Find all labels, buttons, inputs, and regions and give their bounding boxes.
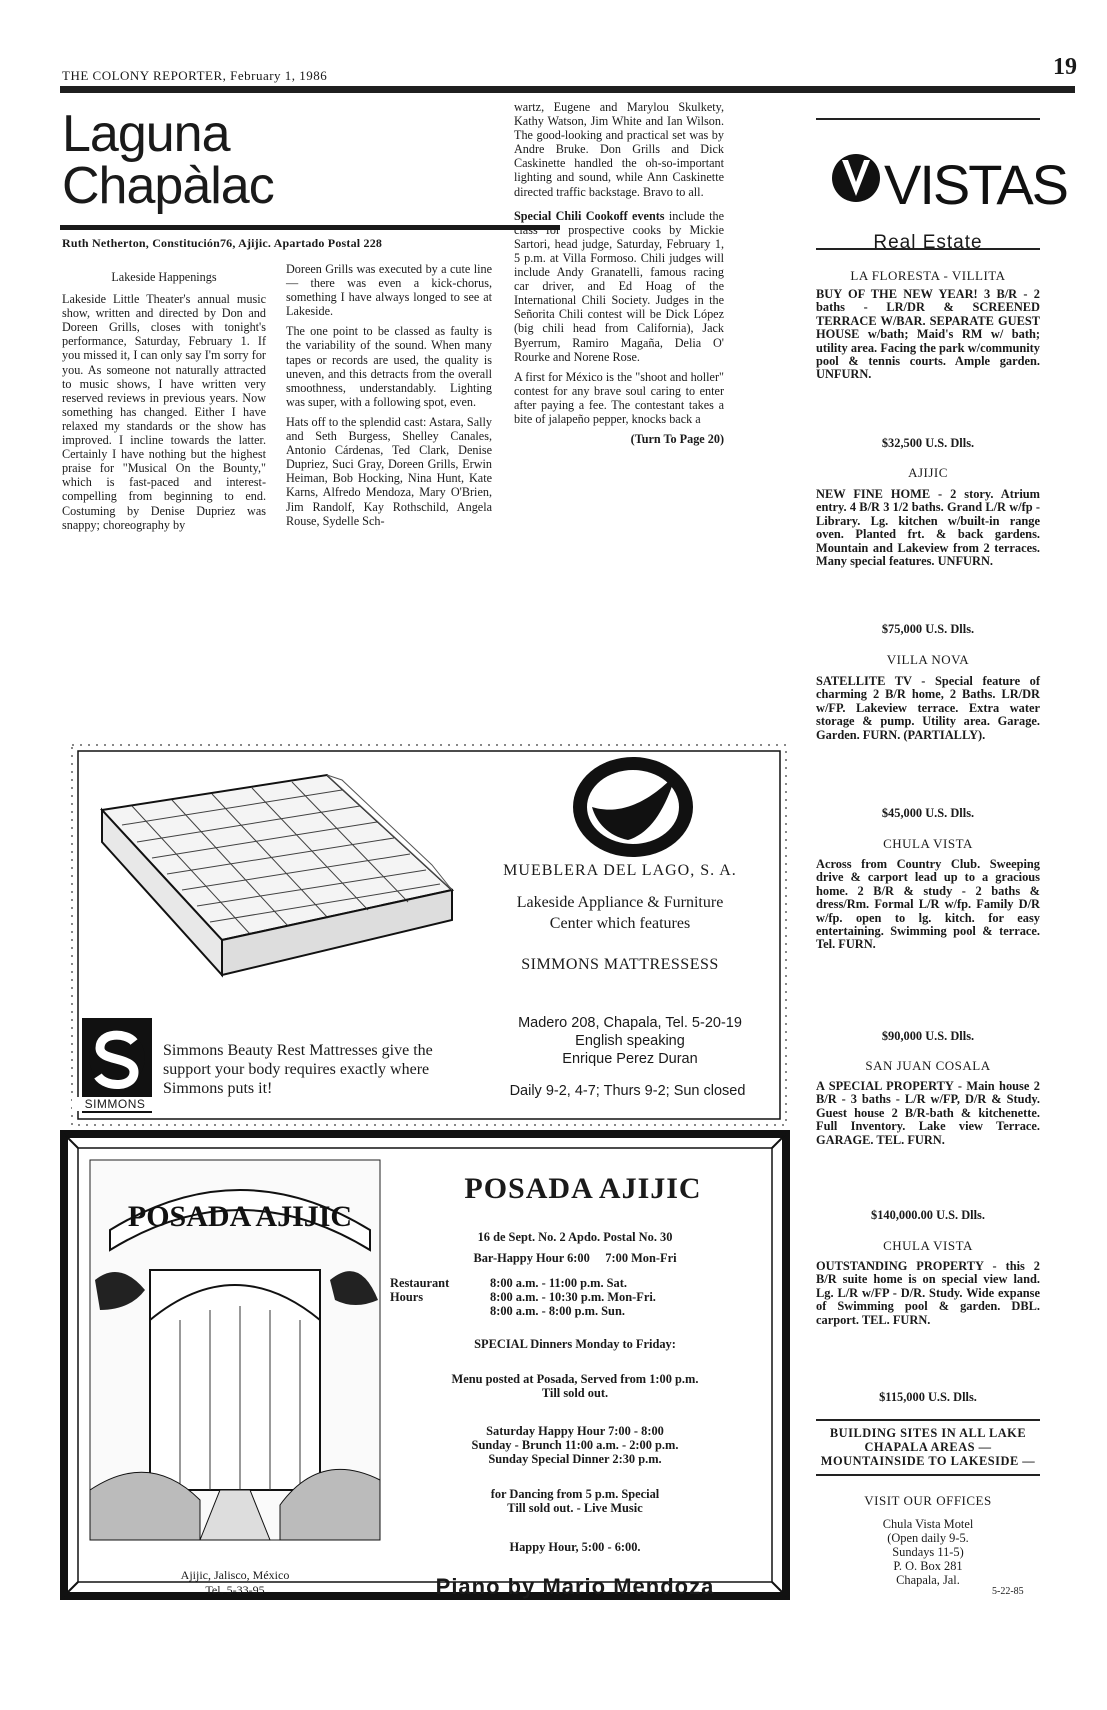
posada-menu-line: Till sold out. (541, 1386, 609, 1400)
story-heading: Lakeside Happenings (111, 270, 217, 284)
listing-body: NEW FINE HOME - 2 story. Atrium entry. 4 B/R 3 1/2 baths. Grand L/R w/fp - Library. Lg. kitchen w/built-in range oven. Planted frt. & back gardens. Mountain and Lakeview from 2 terraces. Many special features. UNFURN. (816, 487, 1040, 569)
posada-phone: Tel. 5-33-95 (205, 1583, 265, 1597)
posada-sunday-dinner: Sunday Special Dinner 2:30 p.m. (488, 1452, 662, 1466)
bar-days: 7:00 Mon-Fri (605, 1251, 677, 1265)
posada-title: POSADA AJIJIC (464, 1172, 702, 1205)
offices-line: P. O. Box 281 (893, 1559, 963, 1573)
posada-saturday: Saturday Happy Hour 7:00 - 8:00 (486, 1424, 664, 1438)
muebleria-logo-icon (568, 752, 698, 862)
title-rule (60, 225, 560, 230)
listing-body: OUTSTANDING PROPERTY - this 2 B/R suite home is on special view land. Lg. L/R w/FP - D/R. Study. Wide expanse of Swimming pool & garden. DBL. carport. TEL. FURN. (816, 1259, 1040, 1327)
simmons-tagline: Simmons Beauty Rest Mattresses give the support your body requires exactly where Simmons puts it! (163, 1042, 433, 1097)
divider (816, 1474, 1040, 1476)
listing-heading: VILLA NOVA (886, 652, 970, 667)
listing-heading: AJIJIC (908, 465, 948, 480)
store-address: Madero 208, Chapala, Tel. 5-20-19 (518, 1015, 742, 1031)
restaurant-hours-weekday: 8:00 a.m. - 10:30 p.m. Mon-Fri. (490, 1290, 656, 1304)
story-column-3 (514, 100, 724, 446)
hours-label: Hours (390, 1290, 424, 1304)
store-description-line: Lakeside Appliance & Furniture (516, 894, 724, 911)
bar-label: Bar-Happy Hour 6:00 (473, 1251, 590, 1265)
story-paragraph: Hats off to the splendid cast: Astara, Sally and Seth Burgess, Shelley Canales, Antonio Cárdenas, Ted Clark, Denise Dupriez, Suci Gray, Doreen Grills, Erwin Heiman, Bob Hocking, Nina Hunt, Kate Karns, Alfredo Mendoza, Mary O'Brien, Jim Randolf, Kay Rothschild, Angela Rouse, Sydelle Sch- (286, 414, 492, 528)
story-paragraph: A first for México is the "shoot and holler" contest for any brave soul caring to enter after paying a fee. The contestant takes a bite of jalapeño pepper, knocks back a (514, 369, 724, 426)
posada-sign-text: POSADA AJIJIC (127, 1200, 353, 1233)
offices-line: Chula Vista Motel (882, 1517, 974, 1531)
column-title-line-2: Chapàlac (62, 157, 274, 215)
posada-dancing: for Dancing from 5 p.m. Special (490, 1487, 660, 1501)
offices-info (816, 1517, 1040, 1587)
real-estate-subtitle: Real Estate (873, 232, 983, 253)
posada-gate-illustration (90, 1160, 380, 1540)
story-paragraph: Lakeside Little Theater's annual music show, written and directed by Don and Doreen Grills, closes with tonight's performance, Saturday, February 1. If you missed it, I can only say I'm sorry for you. As someone not naturally attracted to music shows, I have written very reserved reviews in previous years. Now something has changed. Either I have relaxed my standards or the show has improved. I incline towards the latter. Certainly I have nothing but the highest praise for "Musical On the Bounty," which is fast-paced and interest-compelling from beginning to end. Costuming by Denise Dupriez was snappy; choreography by (62, 292, 266, 532)
posada-happy-hour: Happy Hour, 5:00 - 6:00. (509, 1540, 641, 1554)
store-name: MUEBLERA DEL LAGO, S. A. (503, 862, 737, 879)
chili-body: include the class for prospective cooks by Mickie Sartori, head judge, Saturday, February 1, 5 p.m. at Villa Formoso. Chili judges will include Andy Granatelli, famous racing car driver, and Ed Hoag of the International Chili Society. Judges in the Señorita Chili contest will be Dick López (big chili head from California), Jack Byerrum, Ramiro Magaña, Delia O' Rourke and Norene Rose. (514, 208, 725, 364)
listing-body: A SPECIAL PROPERTY - Main house 2 B/R - 3 baths - L/R w/FP, D/R & Study. Guest house 2 B/R-bath & kitchenette. Full Inventory. Lake view Terrace. GARAGE. TEL. FURN. (816, 1079, 1040, 1147)
chili-lead: Special Chili Cookoff events (514, 208, 665, 223)
posada-caption (120, 1568, 350, 1598)
listing-heading: CHULA VISTA (883, 1238, 973, 1253)
listing-heading: SAN JUAN COSALA (865, 1058, 991, 1073)
offices-line: Sundays 11-5) (892, 1545, 964, 1559)
story-column-1 (62, 270, 266, 538)
listing-price: $90,000 U.S. Dlls. (881, 1029, 975, 1043)
posada-address: 16 de Sept. No. 2 Apdo. Postal No. 30 (477, 1230, 673, 1244)
store-description-line: Center which features (549, 915, 691, 932)
page-number: 19 (1053, 54, 1077, 80)
mattress-illustration (92, 770, 462, 1010)
story-paragraph: wartz, Eugene and Marylou Skulkety, Kathy Watson, Jim White and Ian Wilson. The good-looking and practical set was by Andre Bruke. Don Grills and Dick Caskinette handled the oh-so-important lighting and sound, while Ann Caskinette directed traffic backstage. Bravo to all. (514, 100, 724, 199)
listing-price: $32,500 U.S. Dlls. (881, 436, 975, 450)
offices-title: VISIT OUR OFFICES (864, 1493, 992, 1508)
byline: Ruth Netherton, Constitución76, Ajijic. Apartado Postal 228 (62, 236, 383, 250)
restaurant-label: Restaurant (390, 1276, 450, 1290)
building-sites: BUILDING SITES IN ALL LAKE CHAPALA AREAS — MOUNTAINSIDE TO LAKESIDE — (820, 1426, 1036, 1468)
posada-piano: Piano by Mario Mendoza (435, 1574, 715, 1599)
listing-body: Across from Country Club. Sweeping drive & carport lead up to a gracious home. 2 B/R & study - 2 baths & dress/Rm. Formal L/R w/fp. Family D/R w/fp. open to lg. kitch. for easy entertaining. Swimming pool & terrace. Tel. FURN. (816, 857, 1040, 952)
offices-line: (Open daily 9-5. (887, 1531, 969, 1545)
listing-body: BUY OF THE NEW YEAR! 3 B/R - 2 baths - LR/DR & SCREENED TERRACE W/BAR. SEPARATE GUEST HOUSE w/bath; Maid's RM w/ bath; utility area. Facing the park w/community pool & tennis courts. Ample garden. UNFURN. (816, 287, 1040, 382)
vistas-logo (826, 146, 1068, 226)
divider (816, 1419, 1040, 1421)
column-title (62, 105, 274, 215)
listing-price: $75,000 U.S. Dlls. (881, 622, 975, 636)
store-contact-person: Enrique Perez Duran (562, 1051, 698, 1067)
restaurant-hours-sat: 8:00 a.m. - 11:00 p.m. Sat. (490, 1276, 627, 1290)
store-language: English speaking (575, 1033, 685, 1049)
listing-body: SATELLITE TV - Special feature of charming 2 B/R home, 2 Baths. LR/DR w/FP. Lakeview terrace. Extra water storage & pump. Utility area. Garage. Garden. FURN. (PARTIALLY). (816, 674, 1040, 742)
offices-line: Chapala, Jal. (896, 1573, 960, 1587)
listing-price: $45,000 U.S. Dlls. (881, 806, 975, 820)
masthead-rule (60, 86, 1075, 93)
store-description (470, 892, 770, 934)
story-paragraph: Doreen Grills was executed by a cute line — there was even a kick-chorus, something I have always longed to see at Lakeside. (286, 262, 492, 319)
vistas-logo-text: VISTAS (884, 153, 1068, 216)
listing-price: $115,000 U.S. Dlls. (879, 1390, 977, 1404)
listing-price: $140,000.00 U.S. Dlls. (871, 1208, 985, 1222)
posada-sunday-brunch: Sunday - Brunch 11:00 a.m. - 2:00 p.m. (471, 1438, 679, 1452)
store-hours: Daily 9-2, 4-7; Thurs 9-2; Sun closed (509, 1083, 746, 1099)
store-contact (480, 1014, 780, 1068)
listing-heading: LA FLORESTA - VILLITA (850, 268, 1006, 283)
mattress-brand: SIMMONS MATTRESSESS (521, 956, 719, 973)
column-title-line-1: Laguna (62, 105, 230, 163)
continued-link[interactable]: (Turn To Page 20) (630, 432, 724, 447)
story-column-2 (286, 262, 492, 534)
listing-heading: CHULA VISTA (883, 836, 973, 851)
restaurant-hours-sun: 8:00 a.m. - 8:00 p.m. Sun. (490, 1304, 625, 1318)
posada-location: Ajijic, Jalisco, México (180, 1568, 290, 1582)
publication-masthead: THE COLONY REPORTER, February 1, 1986 (62, 68, 328, 83)
posada-bar-hours (385, 1251, 765, 1265)
story-paragraph: The one point to be classed as faulty is the variability of the sound. When many tapes or records are used, the quality is uneven, and this detracts from the overall smoothness, understandably. Lighting was super, with a following spot, even. (286, 324, 492, 409)
chili-paragraph (514, 209, 724, 364)
posada-menu-line: Menu posted at Posada, Served from 1:00 p.m. (451, 1372, 699, 1386)
posada-special: SPECIAL Dinners Monday to Friday: (474, 1337, 676, 1351)
simmons-logo-text: SIMMONS (72, 1097, 158, 1111)
posada-dancing: Till sold out. - Live Music (507, 1501, 643, 1515)
ad-date: 5-22-85 (992, 1586, 1024, 1597)
